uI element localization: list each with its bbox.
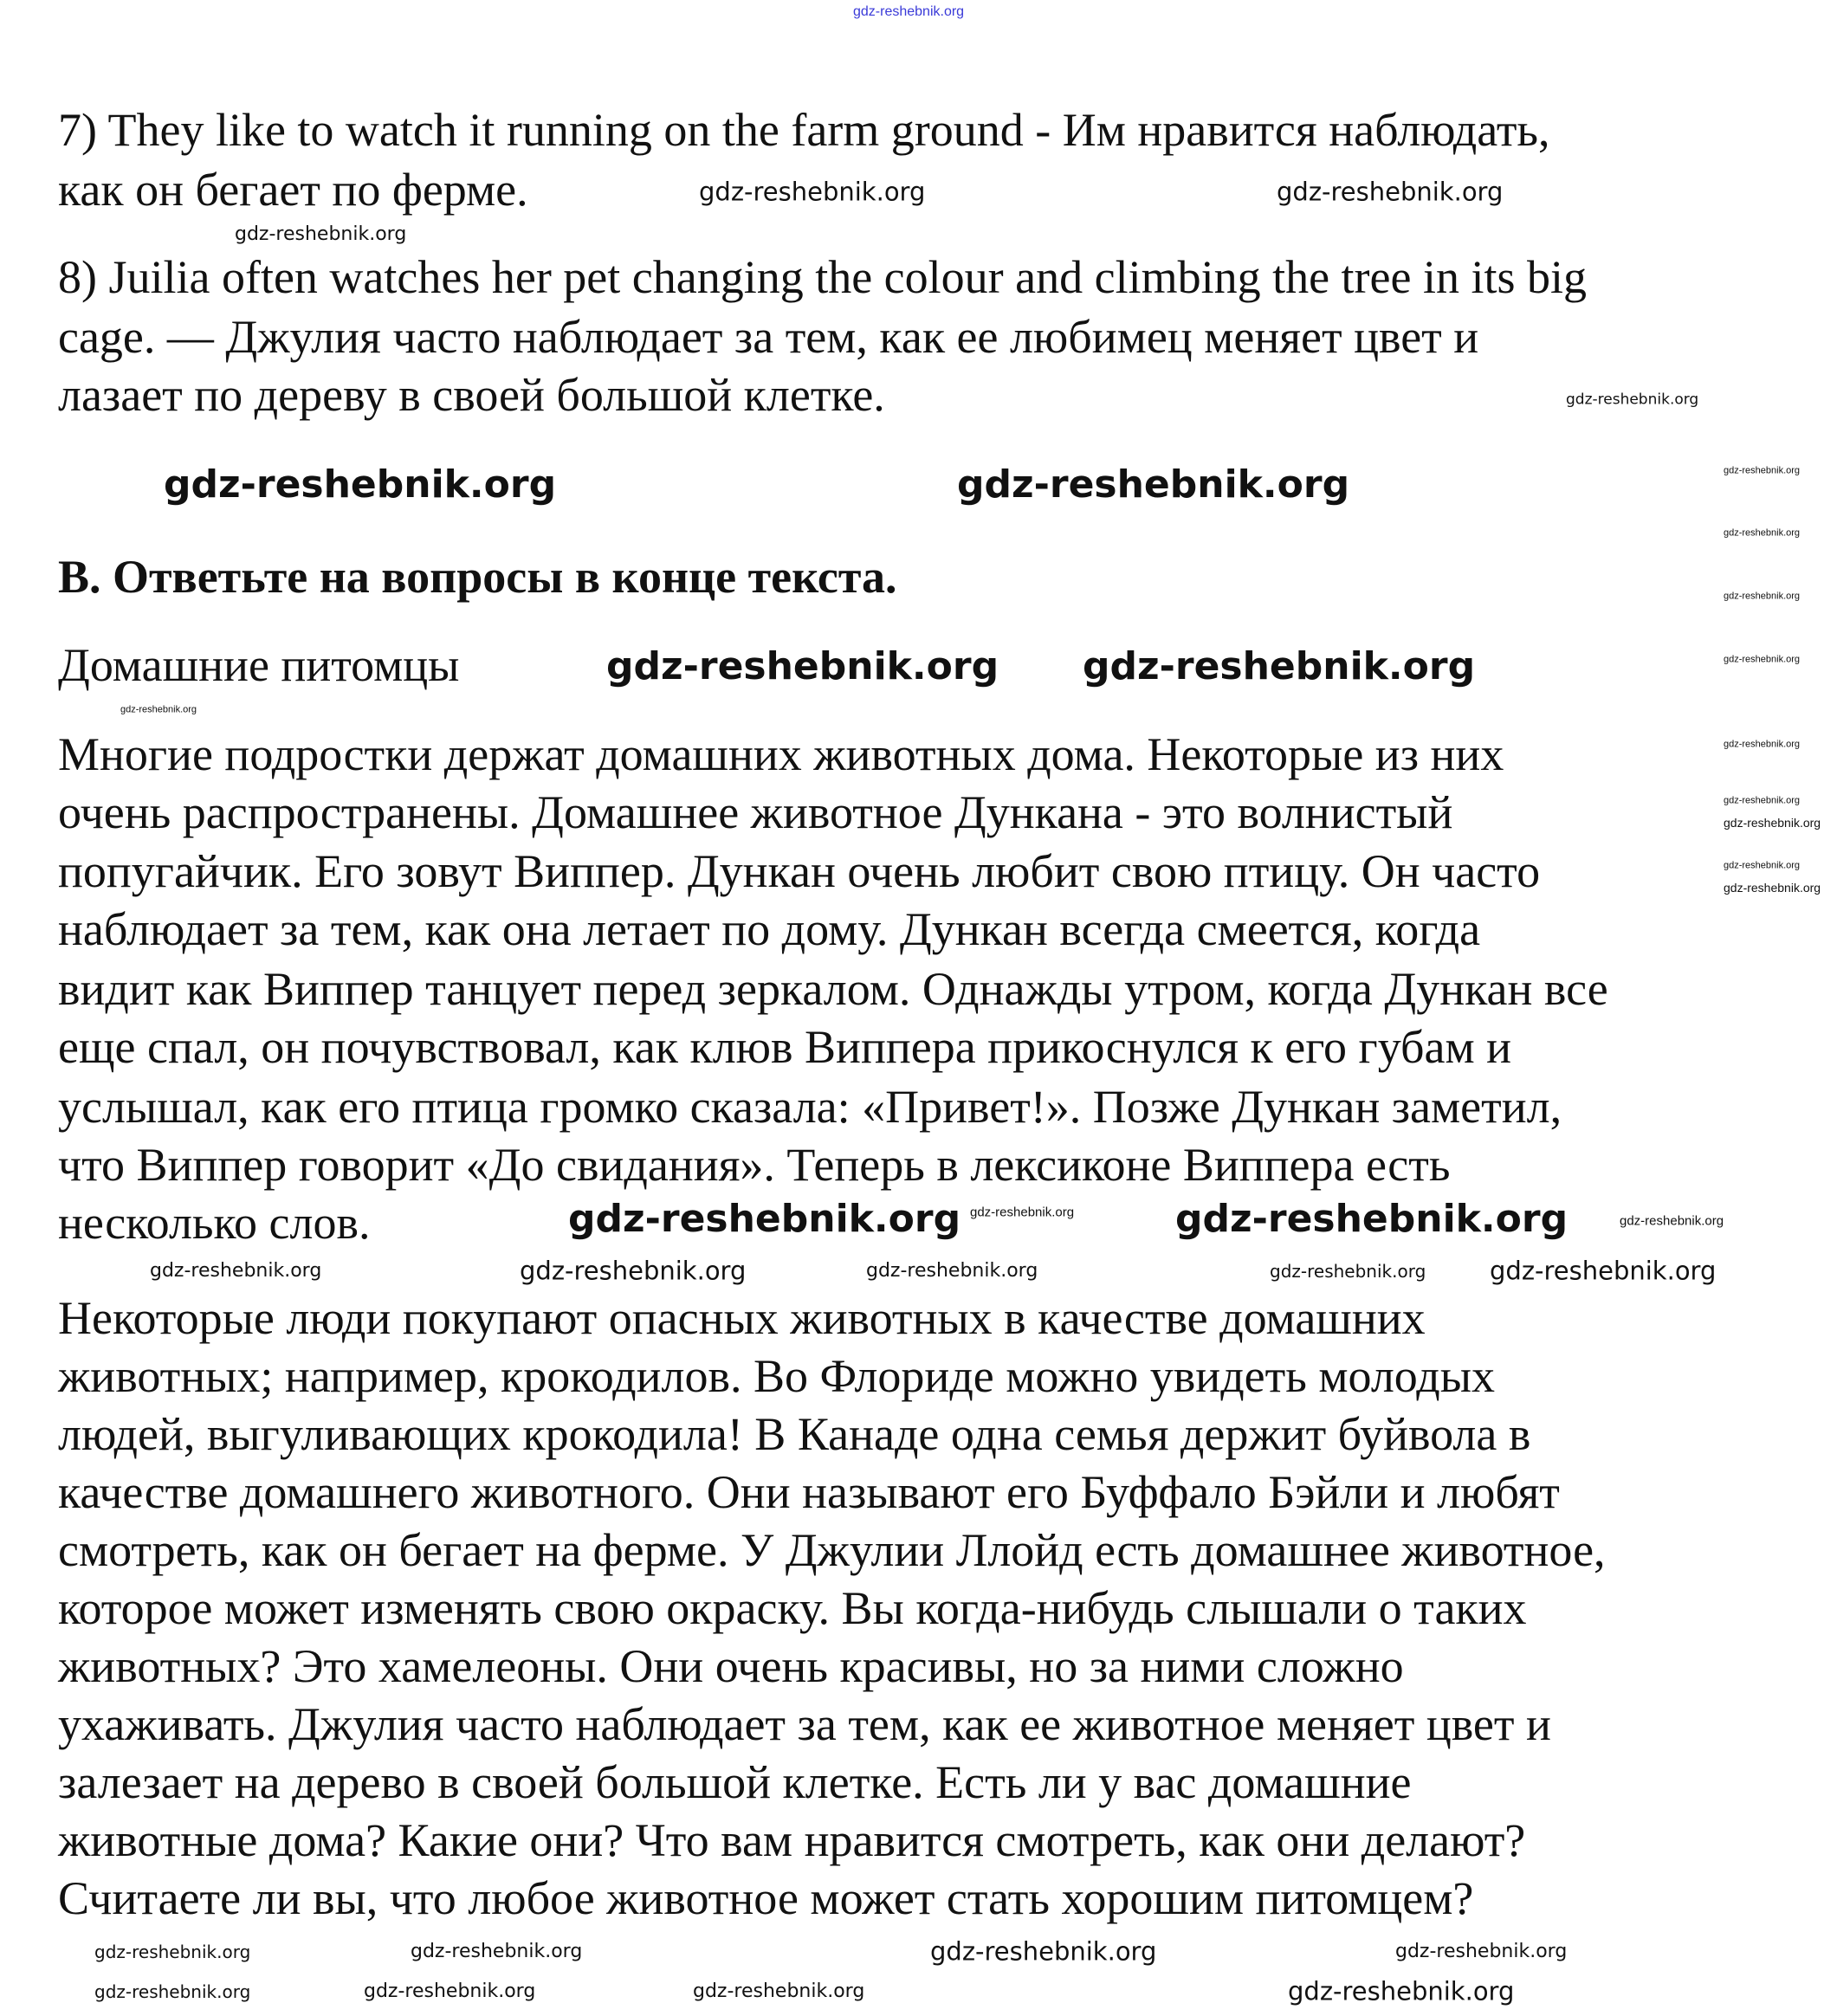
watermark: gdz-reshebnik.org: [1724, 860, 1801, 871]
paragraph-2-line: людей, выгуливающих крокодила! В Канаде одна семья держит буйвола в: [58, 1408, 1531, 1460]
paragraph-1-line: что Виппер говорит «До свидания». Теперь в лексиконе Виппера есть: [58, 1139, 1451, 1191]
paragraph-1-line: очень распространены. Домашнее животное Дункана - это волнистый: [58, 786, 1453, 838]
watermark: gdz-reshebnik.org: [1724, 654, 1801, 665]
watermark: gdz-reshebnik.org: [120, 704, 197, 715]
paragraph-1-line: Многие подростки держат домашних животных дома. Некоторые из них: [58, 728, 1504, 780]
paragraph-2-line: смотреть, как он бегает на ферме. У Джулии Ллойд есть домашнее животное,: [58, 1524, 1606, 1576]
text-title: Домашние питомцы: [58, 639, 460, 691]
paragraph-1-line: наблюдает за тем, как она летает по дому. Дункан всегда смеется, когда: [58, 903, 1481, 955]
paragraph-1-line: видит как Виппер танцует перед зеркалом. Однажды утром, когда Дункан все: [58, 963, 1608, 1015]
paragraph-2-line: животных; например, крокодилов. Во Флориде можно увидеть молодых: [58, 1350, 1495, 1402]
item-8-line: лазает по дереву в своей большой клетке.: [58, 369, 885, 421]
watermark: gdz-reshebnik.org: [411, 1941, 583, 1962]
paragraph-1-line: еще спал, он почувствовал, как клюв Виппера прикоснулся к его губам и: [58, 1021, 1512, 1073]
watermark: gdz-reshebnik.org: [699, 177, 926, 207]
watermark: gdz-reshebnik.org: [957, 462, 1350, 507]
paragraph-2-line: Считаете ли вы, что любое животное может стать хорошим питомцем?: [58, 1872, 1474, 1924]
paragraph-2-line: качестве домашнего животного. Они называют его Буффало Бэйли и любят: [58, 1466, 1560, 1518]
watermark: gdz-reshebnik.org: [1288, 1976, 1515, 2006]
watermark: gdz-reshebnik.org: [1724, 816, 1821, 830]
watermark: gdz-reshebnik.org: [1395, 1941, 1568, 1962]
item-8-line: 8) Juilia often watches her pet changing the colour and climbing the tree in its big: [58, 251, 1587, 303]
watermark: gdz-reshebnik.org: [1083, 644, 1476, 688]
watermark: gdz-reshebnik.org: [1724, 527, 1801, 539]
watermark: gdz-reshebnik.org: [606, 644, 999, 688]
watermark: gdz-reshebnik.org: [364, 1980, 536, 2002]
item-8-line: cage. — Джулия часто наблюдает за тем, как ее любимец меняет цвет и: [58, 311, 1479, 363]
watermark: gdz-reshebnik.org: [1620, 1213, 1724, 1229]
paragraph-2-line: животные дома? Какие они? Что вам нравится смотреть, как они делают?: [58, 1814, 1526, 1866]
watermark: gdz-reshebnik.org: [1724, 881, 1821, 895]
watermark: gdz-reshebnik.org: [568, 1197, 961, 1241]
paragraph-1-line: услышал, как его птица громко сказала: «Привет!». Позже Дункан заметил,: [58, 1081, 1562, 1133]
watermark: gdz-reshebnik.org: [1724, 465, 1801, 476]
paragraph-2-line: ухаживать. Джулия часто наблюдает за тем, как ее животное меняет цвет и: [58, 1698, 1551, 1750]
watermark: gdz-reshebnik.org: [94, 1942, 251, 1962]
watermark: gdz-reshebnik.org: [235, 223, 407, 245]
watermark: gdz-reshebnik.org: [1724, 591, 1801, 602]
watermark: gdz-reshebnik.org: [930, 1936, 1157, 1967]
watermark: gdz-reshebnik.org: [1724, 739, 1801, 750]
watermark: gdz-reshebnik.org: [164, 462, 557, 507]
watermark: gdz-reshebnik.org: [866, 1260, 1038, 1282]
paragraph-2-line: которое может изменять свою окраску. Вы когда-нибудь слышали о таких: [58, 1582, 1527, 1634]
watermark: gdz-reshebnik.org: [1724, 795, 1801, 806]
paragraph-2-line: залезает на дерево в своей большой клетке. Есть ли у вас домашние: [58, 1756, 1412, 1808]
paragraph-2-line: Некоторые люди покупают опасных животных в качестве домашних: [58, 1292, 1426, 1344]
paragraph-2-line: животных? Это хамелеоны. Они очень красивы, но за ними сложно: [58, 1640, 1404, 1692]
item-7-line: 7) They like to watch it running on the farm ground - Им нравится наблюдать,: [58, 104, 1550, 156]
watermark: gdz-reshebnik.org: [520, 1256, 747, 1286]
watermark: gdz-reshebnik.org: [970, 1205, 1075, 1220]
item-7-line: как он бегает по ферме.: [58, 164, 528, 216]
section-heading: B. Ответьте на вопросы в конце текста.: [58, 551, 897, 603]
paragraph-1-line: несколько слов.: [58, 1197, 371, 1249]
watermark: gdz-reshebnik.org: [150, 1260, 322, 1282]
watermark-link[interactable]: gdz-reshebnik.org: [853, 4, 965, 19]
watermark: gdz-reshebnik.org: [1566, 391, 1699, 409]
watermark: gdz-reshebnik.org: [1175, 1197, 1569, 1241]
watermark: gdz-reshebnik.org: [1277, 177, 1504, 207]
paragraph-1-line: попугайчик. Его зовут Виппер. Дункан очень любит свою птицу. Он часто: [58, 845, 1541, 897]
watermark: gdz-reshebnik.org: [1270, 1261, 1426, 1282]
watermark: gdz-reshebnik.org: [1490, 1256, 1717, 1286]
watermark: gdz-reshebnik.org: [693, 1980, 865, 2002]
watermark: gdz-reshebnik.org: [94, 1981, 251, 2002]
